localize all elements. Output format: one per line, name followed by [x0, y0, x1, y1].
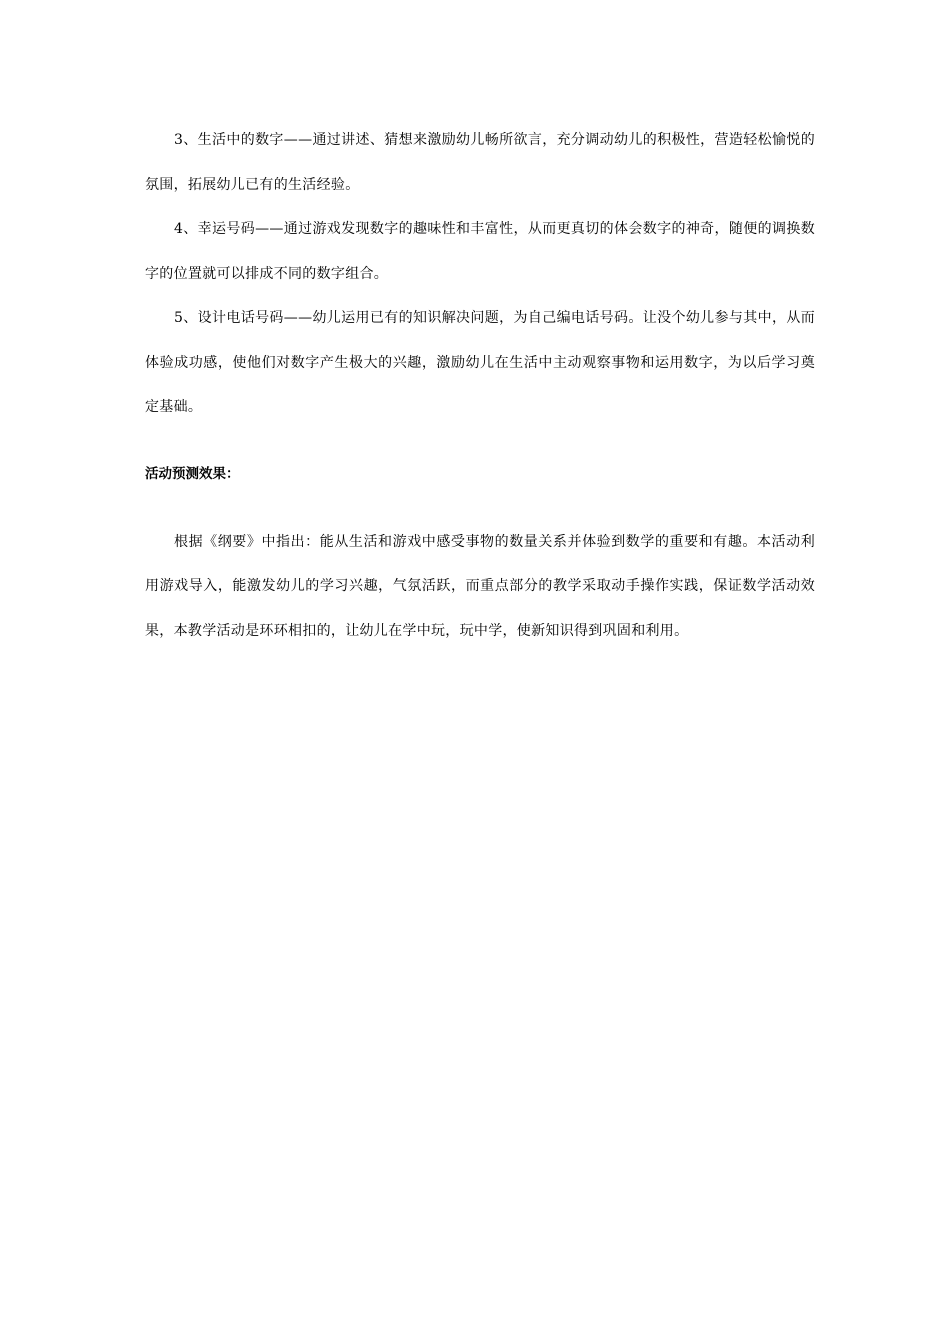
section-paragraph: 根据《纲要》中指出：能从生活和游戏中感受事物的数量关系并体验到数学的重要和有趣。本活动利用游戏导入，能激发幼儿的学习兴趣，气氛活跃，而重点部分的教学采取动手操作实践，保证数学活动效果，本教学活动是环环相扣的，让幼儿在学中玩，玩中学，使新知识得到巩固和利用。 [145, 533, 815, 639]
document-body [145, 118, 815, 653]
paragraph-item-3: 3、生活中的数字——通过讲述、猜想来激励幼儿畅所欲言，充分调动幼儿的积极性，营造轻松愉悦的氛围，拓展幼儿已有的生活经验。 [145, 132, 815, 193]
section-heading: 活动预测效果： [145, 465, 240, 482]
paragraph-item-4: 4、幸运号码——通过游戏发现数字的趣味性和丰富性，从而更真切的体会数字的神奇，随便的调换数字的位置就可以排成不同的数字组合。 [145, 221, 815, 282]
paragraph-item-5: 5、设计电话号码——幼儿运用已有的知识解决问题，为自己编电话号码。让没个幼儿参与其中，从而体验成功感，使他们对数字产生极大的兴趣，激励幼儿在生活中主动观察事物和运用数字，为以后学习奠定基础。 [145, 310, 815, 415]
